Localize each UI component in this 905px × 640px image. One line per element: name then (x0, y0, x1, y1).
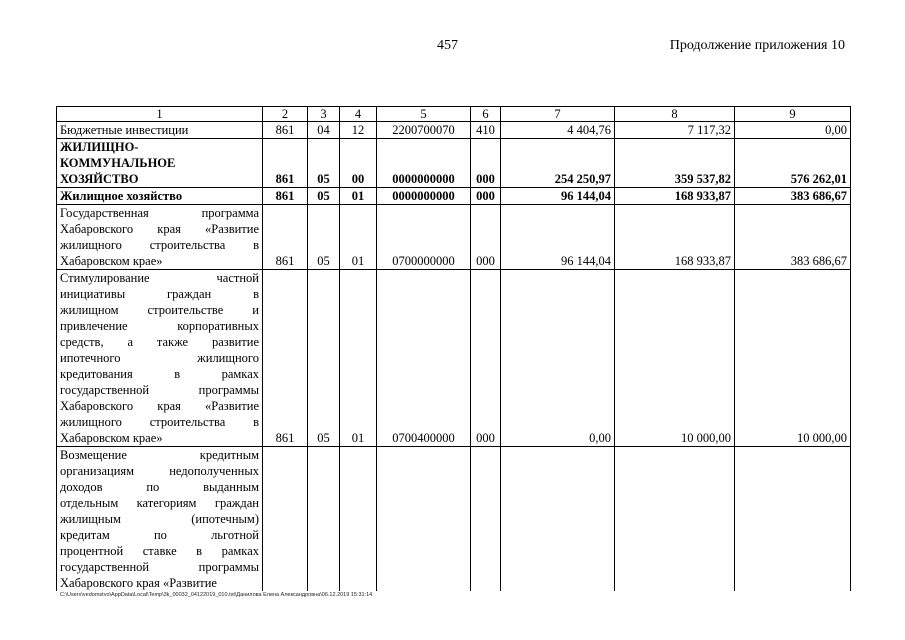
amount-col9-cell (735, 447, 851, 592)
subsection-code-cell: 01 (340, 205, 377, 270)
section-code-cell: 05 (308, 139, 340, 188)
section-code-cell: 05 (308, 188, 340, 205)
expense-name-line: кредитования в рамках (60, 367, 259, 381)
target-article-cell: 0000000000 (377, 139, 471, 188)
expense-name-line: организациям недополученных (60, 464, 259, 478)
expense-name-line: Хабаровского края «Развитие (60, 222, 259, 236)
expense-name-line: жилищном строительстве и (60, 303, 259, 317)
expense-name-line: государственной программы (60, 560, 259, 574)
expense-type-cell: 000 (471, 205, 501, 270)
section-code-cell: 05 (308, 270, 340, 447)
ministry-code-cell (263, 447, 308, 592)
table-row (57, 188, 851, 205)
target-article-cell (377, 447, 471, 592)
expense-name-line: жилищного строительства в (60, 238, 259, 252)
budget-table (56, 106, 851, 591)
expense-name-line: отдельным категориям граждан (60, 496, 259, 510)
amount-col8-cell: 359 537,82 (615, 139, 735, 188)
table-row (57, 270, 851, 447)
column-number: 8 (615, 107, 735, 122)
expense-name-line: привлечение корпоративных (60, 319, 259, 333)
column-number: 1 (57, 107, 263, 122)
table-row (57, 205, 851, 270)
column-number: 7 (501, 107, 615, 122)
subsection-code-cell: 01 (340, 188, 377, 205)
column-number: 5 (377, 107, 471, 122)
expense-name-line: Бюджетные инвестиции (60, 123, 189, 137)
expense-name-line: ЖИЛИЩНО- (60, 140, 139, 154)
subsection-code-cell: 12 (340, 122, 377, 139)
amount-col7-cell: 96 144,04 (501, 205, 615, 270)
expense-type-cell: 000 (471, 270, 501, 447)
section-code-cell (308, 447, 340, 592)
expense-name-line: процентной ставке в рамках (60, 544, 259, 558)
expense-name-line: Возмещение кредитным (60, 448, 259, 462)
amount-col7-cell: 254 250,97 (501, 139, 615, 188)
expense-name-line: Жилищное хозяйство (60, 189, 183, 203)
amount-col7-cell (501, 447, 615, 592)
ministry-code-cell: 861 (263, 270, 308, 447)
column-number: 4 (340, 107, 377, 122)
amount-col9-cell: 10 000,00 (735, 270, 851, 447)
table-row (57, 447, 851, 592)
expense-name-line: средств, а также развитие (60, 335, 259, 349)
table-row (57, 122, 851, 139)
expense-name-line: жилищным (ипотечным) (60, 512, 259, 526)
expense-name-cell (57, 447, 263, 592)
expense-name-cell (57, 188, 263, 205)
expense-name-cell (57, 122, 263, 139)
ministry-code-cell: 861 (263, 122, 308, 139)
section-code-cell: 05 (308, 205, 340, 270)
column-number: 9 (735, 107, 851, 122)
expense-name-line: Государственная программа (60, 206, 259, 220)
expense-name-line: Хабаровском крае» (60, 431, 163, 445)
ministry-code-cell: 861 (263, 205, 308, 270)
subsection-code-cell: 00 (340, 139, 377, 188)
expense-name-line: жилищного строительства в (60, 415, 259, 429)
expense-name-line: кредитам по льготной (60, 528, 259, 542)
expense-name-line: ХОЗЯЙСТВО (60, 172, 139, 186)
target-article-cell: 0000000000 (377, 188, 471, 205)
expense-name-line: Хабаровском крае» (60, 254, 163, 268)
amount-col9-cell: 383 686,67 (735, 188, 851, 205)
amount-col9-cell: 383 686,67 (735, 205, 851, 270)
expense-name-line: доходов по выданным (60, 480, 259, 494)
amount-col7-cell: 0,00 (501, 270, 615, 447)
expense-name-line: инициативы граждан в (60, 287, 259, 301)
column-number-row (57, 107, 851, 122)
table-row (57, 139, 851, 188)
target-article-cell: 0700000000 (377, 205, 471, 270)
expense-name-line: Хабаровского края «Развитие (60, 399, 259, 413)
expense-name-cell (57, 139, 263, 188)
expense-type-cell: 000 (471, 139, 501, 188)
amount-col9-cell: 0,00 (735, 122, 851, 139)
expense-name-line: КОММУНАЛЬНОЕ (60, 156, 176, 170)
amount-col8-cell: 10 000,00 (615, 270, 735, 447)
expense-name-line: государственной программы (60, 383, 259, 397)
expense-name-cell (57, 270, 263, 447)
expense-type-cell: 000 (471, 188, 501, 205)
footer-file-path: C:\Users\vedomstvo\AppData\Local\Temp\3k_00032_04122019_010.txt\Данилова Елена Александровна\06.12.2019 15:31:14 (60, 592, 373, 598)
amount-col8-cell (615, 447, 735, 592)
expense-name-line: Хабаровского края «Развитие (60, 576, 217, 590)
amount-col7-cell: 96 144,04 (501, 188, 615, 205)
expense-name-cell (57, 205, 263, 270)
amount-col8-cell: 168 933,87 (615, 188, 735, 205)
expense-type-cell: 410 (471, 122, 501, 139)
ministry-code-cell: 861 (263, 188, 308, 205)
target-article-cell: 2200700070 (377, 122, 471, 139)
expense-name-line: ипотечного жилищного (60, 351, 259, 365)
subsection-code-cell (340, 447, 377, 592)
amount-col8-cell: 7 117,32 (615, 122, 735, 139)
column-number: 2 (263, 107, 308, 122)
appendix-continuation-label: Продолжение приложения 10 (669, 38, 845, 53)
section-code-cell: 04 (308, 122, 340, 139)
amount-col7-cell: 4 404,76 (501, 122, 615, 139)
expense-type-cell (471, 447, 501, 592)
subsection-code-cell: 01 (340, 270, 377, 447)
ministry-code-cell: 861 (263, 139, 308, 188)
amount-col8-cell: 168 933,87 (615, 205, 735, 270)
column-number: 6 (471, 107, 501, 122)
target-article-cell: 0700400000 (377, 270, 471, 447)
amount-col9-cell: 576 262,01 (735, 139, 851, 188)
column-number: 3 (308, 107, 340, 122)
expense-name-line: Стимулирование частной (60, 271, 259, 285)
page-number: 457 (437, 38, 458, 53)
